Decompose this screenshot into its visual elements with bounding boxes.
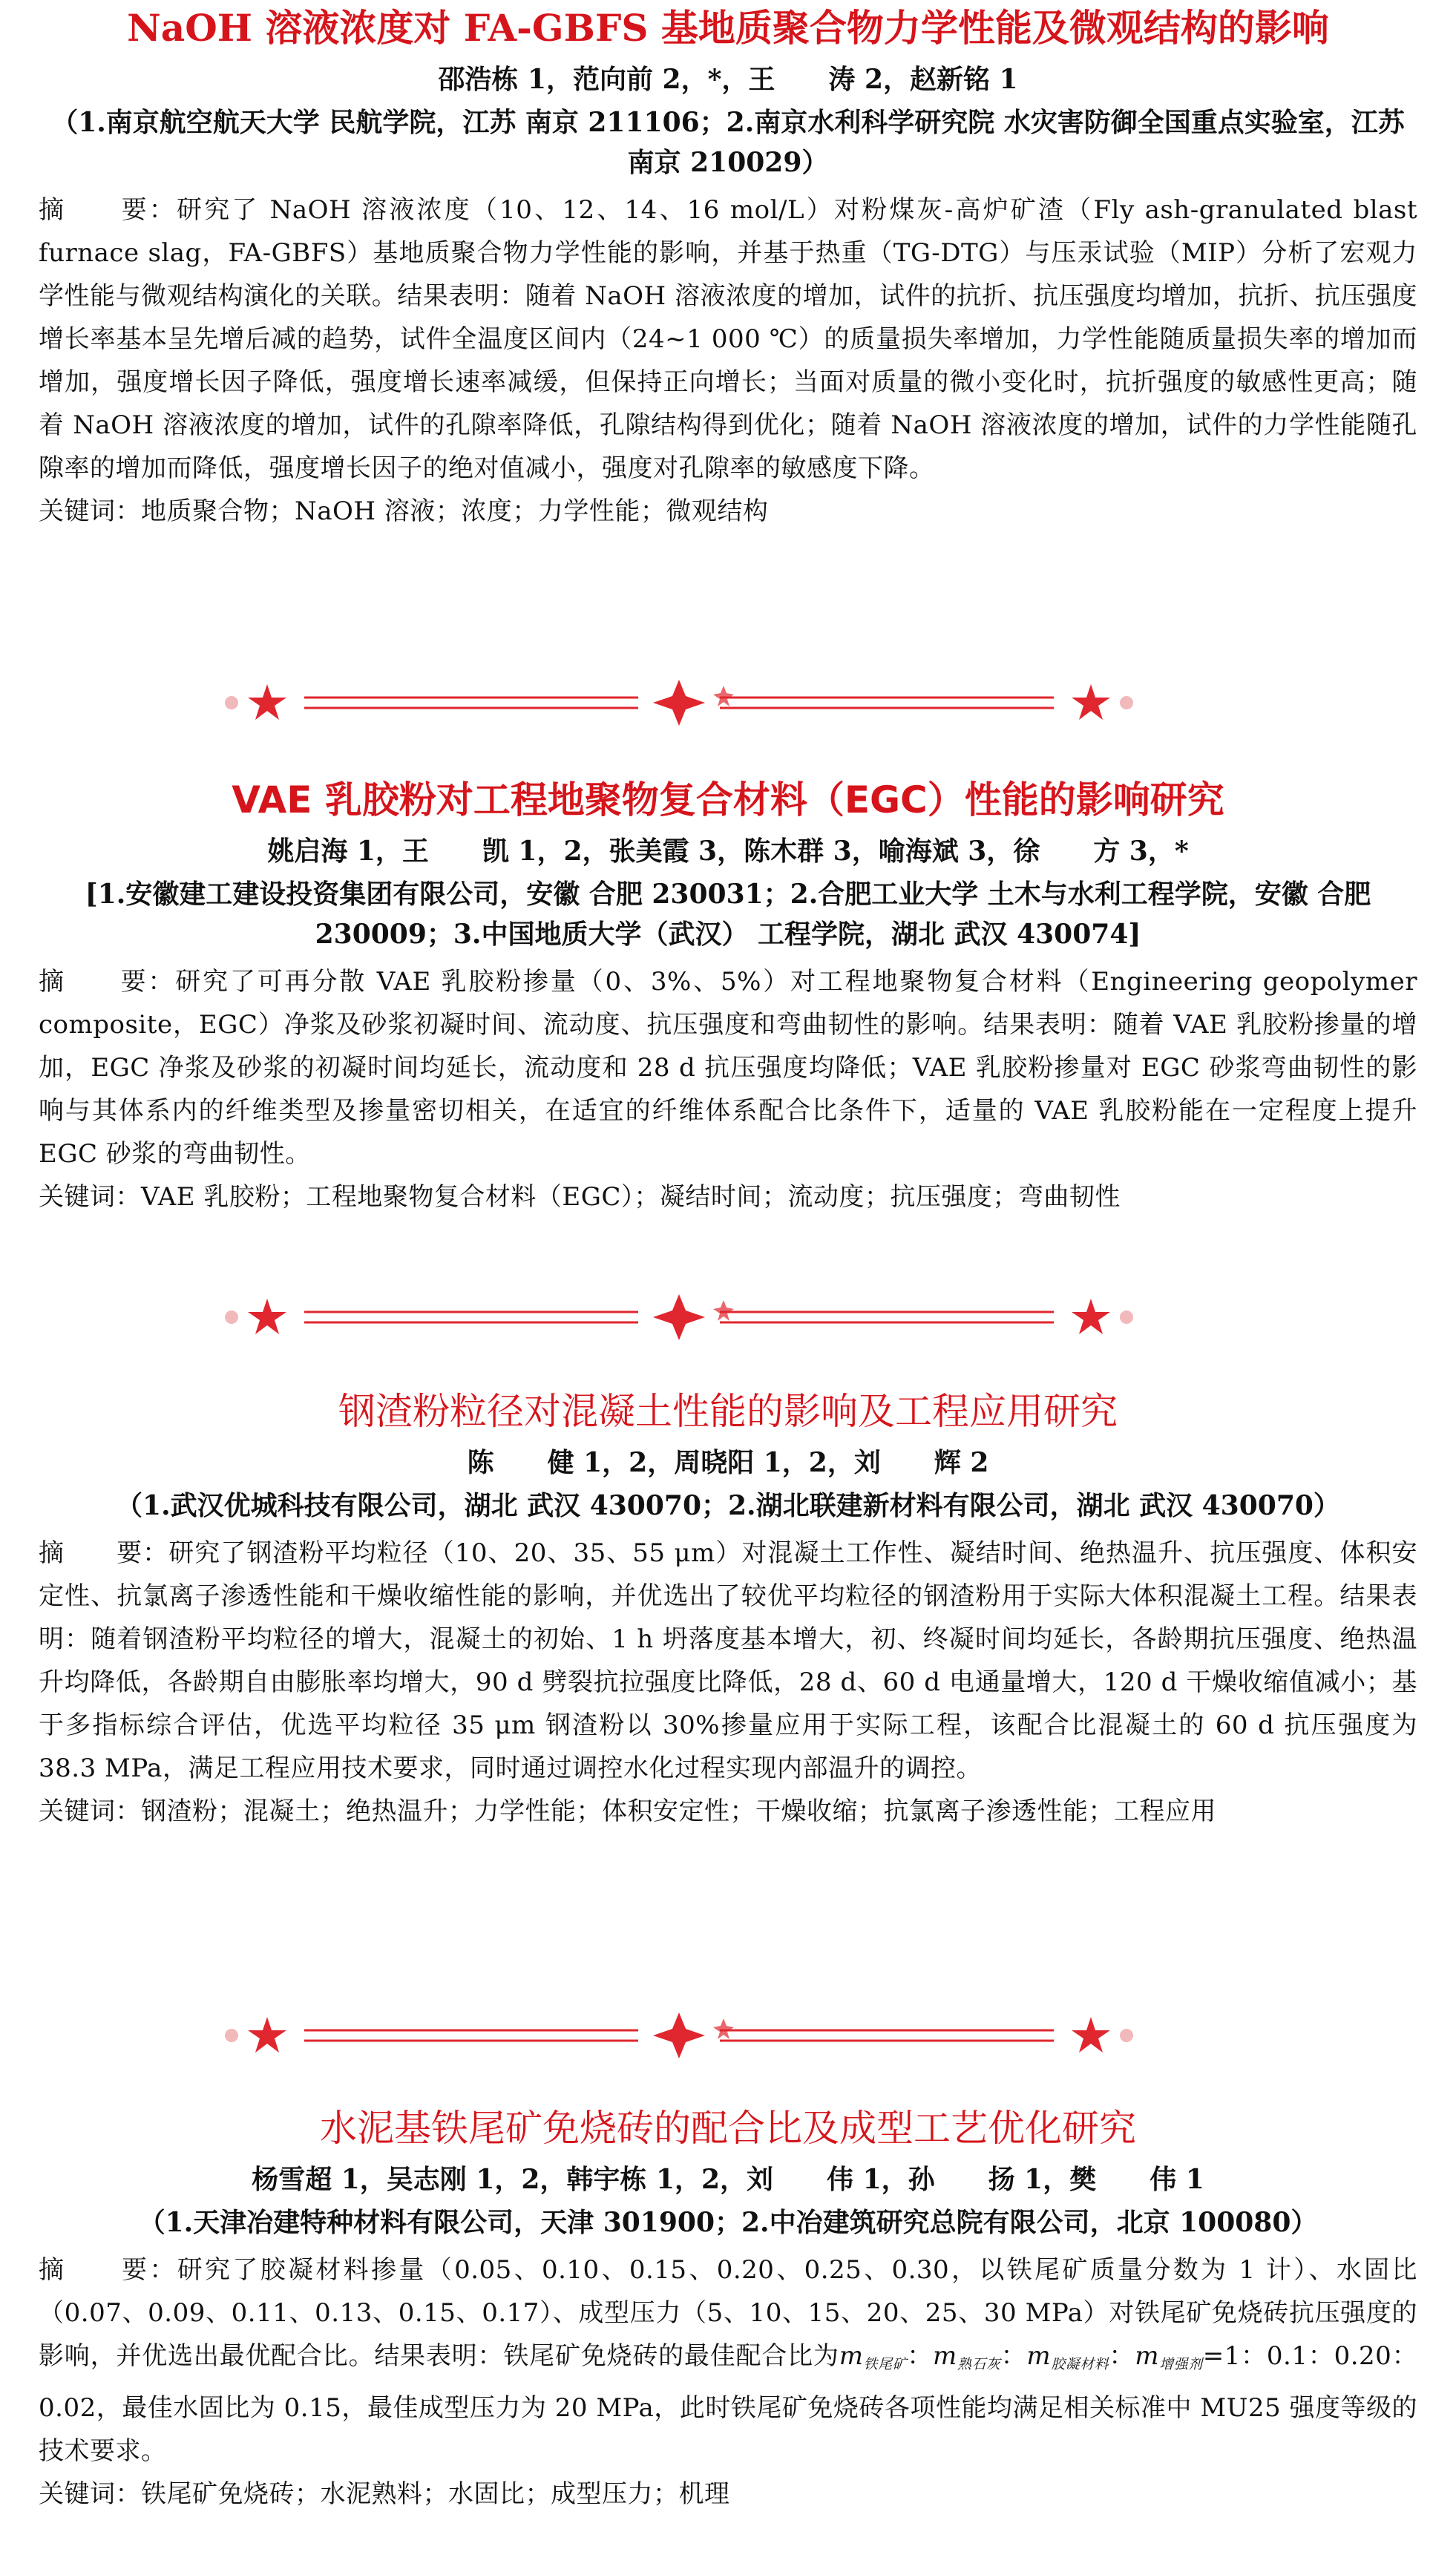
ratio-m: m xyxy=(1026,2341,1052,2371)
keywords-label: 关键词： xyxy=(39,1797,141,1826)
ratio-m: m xyxy=(1135,2341,1159,2371)
abstract-text: 研究了可再分散 VAE 乳胶粉掺量（0、3%、5%）对工程地聚物复合材料（Engineering geopolymer composite，EGC）净浆及砂浆初凝时间、流动度、抗压强度和弯曲韧性的影响。结果表明：随着 VAE 乳胶粉掺量的增加，EGC 净浆及砂浆的初凝时间均延长，流动度和 28 d 抗压强度均降低；VAE 乳胶粉掺量对 EGC 砂浆弯曲韧性的影响与其体系内的纤维类型及掺量密切相关，在适宜的纤维体系配合比条件下，适量的 VAE 乳胶粉能在一定程度上提升 EGC 砂浆的弯曲韧性。 xyxy=(39,967,1418,1169)
article-abstract xyxy=(39,188,1417,490)
article-keywords xyxy=(39,490,1417,533)
abstract-label: 摘 要： xyxy=(39,1538,169,1568)
abstract-label: 摘 要： xyxy=(39,2255,177,2285)
ratio-m: m xyxy=(933,2341,957,2371)
article-authors: 邵浩栋 1，范向前 2，*，王 涛 2，赵新铭 1 xyxy=(438,64,1018,95)
divider-ornament xyxy=(223,1291,1135,1343)
article-affiliation: [1.安徽建工建设投资集团有限公司，安徽 合肥 230031；2.合肥工业大学 土木与水利工程学院，安徽 合肥 230009；3.中国地质大学（武汉） 工程学院，湖北 武汉 430074] xyxy=(85,879,1371,950)
article-affiliation: （1.天津冶建特种材料有限公司，天津 301900；2.中冶建筑研究总院有限公司，北京 100080） xyxy=(138,2207,1318,2238)
ratio-sub-enhancer: 增强剂 xyxy=(1158,2357,1203,2372)
article-abstract xyxy=(39,960,1417,1175)
ratio-sub-binder: 胶凝材料 xyxy=(1051,2357,1109,2372)
article-title: VAE 乳胶粉对工程地聚物复合材料（EGC）性能的影响研究 xyxy=(232,778,1224,821)
article-abstract xyxy=(39,1532,1417,1790)
abstract-label: 摘 要： xyxy=(39,195,177,225)
article-keywords xyxy=(39,1790,1417,1833)
article-authors: 杨雪超 1，吴志刚 1，2，韩宇栋 1，2，刘 伟 1，孙 扬 1，樊 伟 1 xyxy=(252,2164,1204,2195)
article-3 xyxy=(39,1389,1417,1833)
article-title: NaOH 溶液浓度对 FA-GBFS 基地质聚合物力学性能及微观结构的影响 xyxy=(127,6,1329,50)
article-authors: 姚启海 1，王 凯 1，2，张美霞 3，陈木群 3，喻海斌 3，徐 方 3，* xyxy=(267,836,1189,867)
article-keywords xyxy=(39,1175,1417,1218)
article-title: 钢渣粉粒径对混凝土性能的影响及工程应用研究 xyxy=(338,1390,1118,1433)
article-abstract: 摘 要：研究了胶凝材料掺量（0.05、0.10、0.15、0.20、0.25、0.30，以铁尾矿质量分数为 1 计）、水固比（0.07、0.09、0.11、0.13、0.15、0.17）、成型压力（5、10、15、20、25、30 MPa）对铁尾矿免烧砖抗压强度的影响，并优选出最优配合比。结果表明：铁尾矿免烧砖的最佳配合比为$m_{铁尾矿}$：$m_{熟石灰}$：$m_{胶凝材料}$：$m_{增强剂}=1$：0.1：0.20：0.02，最佳水固比为 0.15，最佳成型压力为 20 MPa，此时铁尾矿免烧砖各项性能均满足相关标准中 MU25 强度等级的技术要求。 xyxy=(39,2255,1418,2466)
article-keywords xyxy=(39,2473,1417,2516)
article-2 xyxy=(39,778,1417,1218)
ratio-m: m xyxy=(839,2341,864,2371)
ratio-sub-iron-tailings: 铁尾矿 xyxy=(863,2357,908,2372)
keywords-label: 关键词： xyxy=(39,1182,141,1212)
ratio-sub-lime: 熟石灰 xyxy=(957,2357,1001,2372)
divider-ornament xyxy=(223,677,1135,729)
keywords-text: 地质聚合物；NaOH 溶液；浓度；力学性能；微观结构 xyxy=(141,496,769,526)
article-affiliation: （1.南京航空航天大学 民航学院，江苏 南京 211106；2.南京水利科学研究院 水灾害防御全国重点实验室，江苏 南京 210029） xyxy=(51,107,1405,178)
keywords-text: VAE 乳胶粉；工程地聚物复合材料（EGC）；凝结时间；流动度；抗压强度；弯曲韧性 xyxy=(141,1182,1121,1212)
abstract-text: 研究了 NaOH 溶液浓度（10、12、14、16 mol/L）对粉煤灰-高炉矿渣（Fly ash-granulated blast furnace slag，FA-GBFS）基地质聚合物力学性能的影响，并基于热重（TG-DTG）与压汞试验（MIP）分析了宏观力学性能与微观结构演化的关联。结果表明：随着 NaOH 溶液浓度的增加，试件的抗折、抗压强度均增加，抗折、抗压强度增长率基本呈先增后减的趋势，试件全温度区间内（24~1 000 ℃）的质量损失率增加，力学性能随质量损失率的增加而增加，强度增长因子降低，强度增长速率减缓，但保持正向增长；当面对质量的微小变化时，抗折强度的敏感性更高；随着 NaOH 溶液浓度的增加，试件的孔隙率降低，孔隙结构得到优化；随着 NaOH 溶液浓度的增加，试件的力学性能随孔隙率的增加而降低，强度增长因子的绝对值减小，强度对孔隙率的敏感度下降。 xyxy=(39,195,1417,483)
abstract-text: 研究了钢渣粉平均粒径（10、20、35、55 μm）对混凝土工作性、凝结时间、绝热温升、抗压强度、体积安定性、抗氯离子渗透性能和干燥收缩性能的影响，并优选出了较优平均粒径的钢渣粉用于实际大体积混凝土工程。结果表明：随着钢渣粉平均粒径的增大，混凝土的初始、1 h 坍落度基本增大，初、终凝时间均延长，各龄期抗压强度、绝热温升均降低，各龄期自由膨胀率均增大，90 d 劈裂抗拉强度比降低，28 d、60 d 电通量增大，120 d 干燥收缩值减小；基于多指标综合评估，优选平均粒径 35 μm 钢渣粉以 30%掺量应用于实际工程，该配合比混凝土的 60 d 抗压强度为 38.3 MPa，满足工程应用技术要求，同时通过调控水化过程实现内部温升的调控。 xyxy=(39,1538,1417,1783)
article-1 xyxy=(39,6,1417,533)
keywords-label: 关键词： xyxy=(39,496,141,526)
abstract-text-part2: =1：0.1：0.20：0.02，最佳水固比为 0.15，最佳成型压力为 20 MPa，此时铁尾矿免烧砖各项性能均满足相关标准中 MU25 强度等级的技术要求。 xyxy=(39,2341,1418,2466)
article-title: 水泥基铁尾矿免烧砖的配合比及成型工艺优化研究 xyxy=(320,2107,1136,2150)
article-4 xyxy=(39,2106,1417,2516)
abstract-label: 摘 要： xyxy=(39,967,176,997)
keywords-text: 钢渣粉；混凝土；绝热温升；力学性能；体积安定性；干燥收缩；抗氯离子渗透性能；工程应用 xyxy=(141,1797,1216,1826)
article-affiliation: （1.武汉优城科技有限公司，湖北 武汉 430070；2.湖北联建新材料有限公司，湖北 武汉 430070） xyxy=(116,1490,1340,1521)
article-authors: 陈 健 1，2，周晓阳 1，2，刘 辉 2 xyxy=(467,1447,989,1478)
keywords-label: 关键词： xyxy=(39,2479,141,2509)
abstract-text-part1: 研究了胶凝材料掺量（0.05、0.10、0.15、0.20、0.25、0.30，以铁尾矿质量分数为 1 计）、水固比（0.07、0.09、0.11、0.13、0.15、0.17）、成型压力（5、10、15、20、25、30 MPa）对铁尾矿免烧砖抗压强度的影响，并优选出最优配合比。结果表明：铁尾矿免烧砖的最佳配合比为 xyxy=(39,2255,1418,2371)
keywords-text: 铁尾矿免烧砖；水泥熟料；水固比；成型压力；机理 xyxy=(141,2479,730,2509)
divider-ornament xyxy=(223,2010,1135,2061)
